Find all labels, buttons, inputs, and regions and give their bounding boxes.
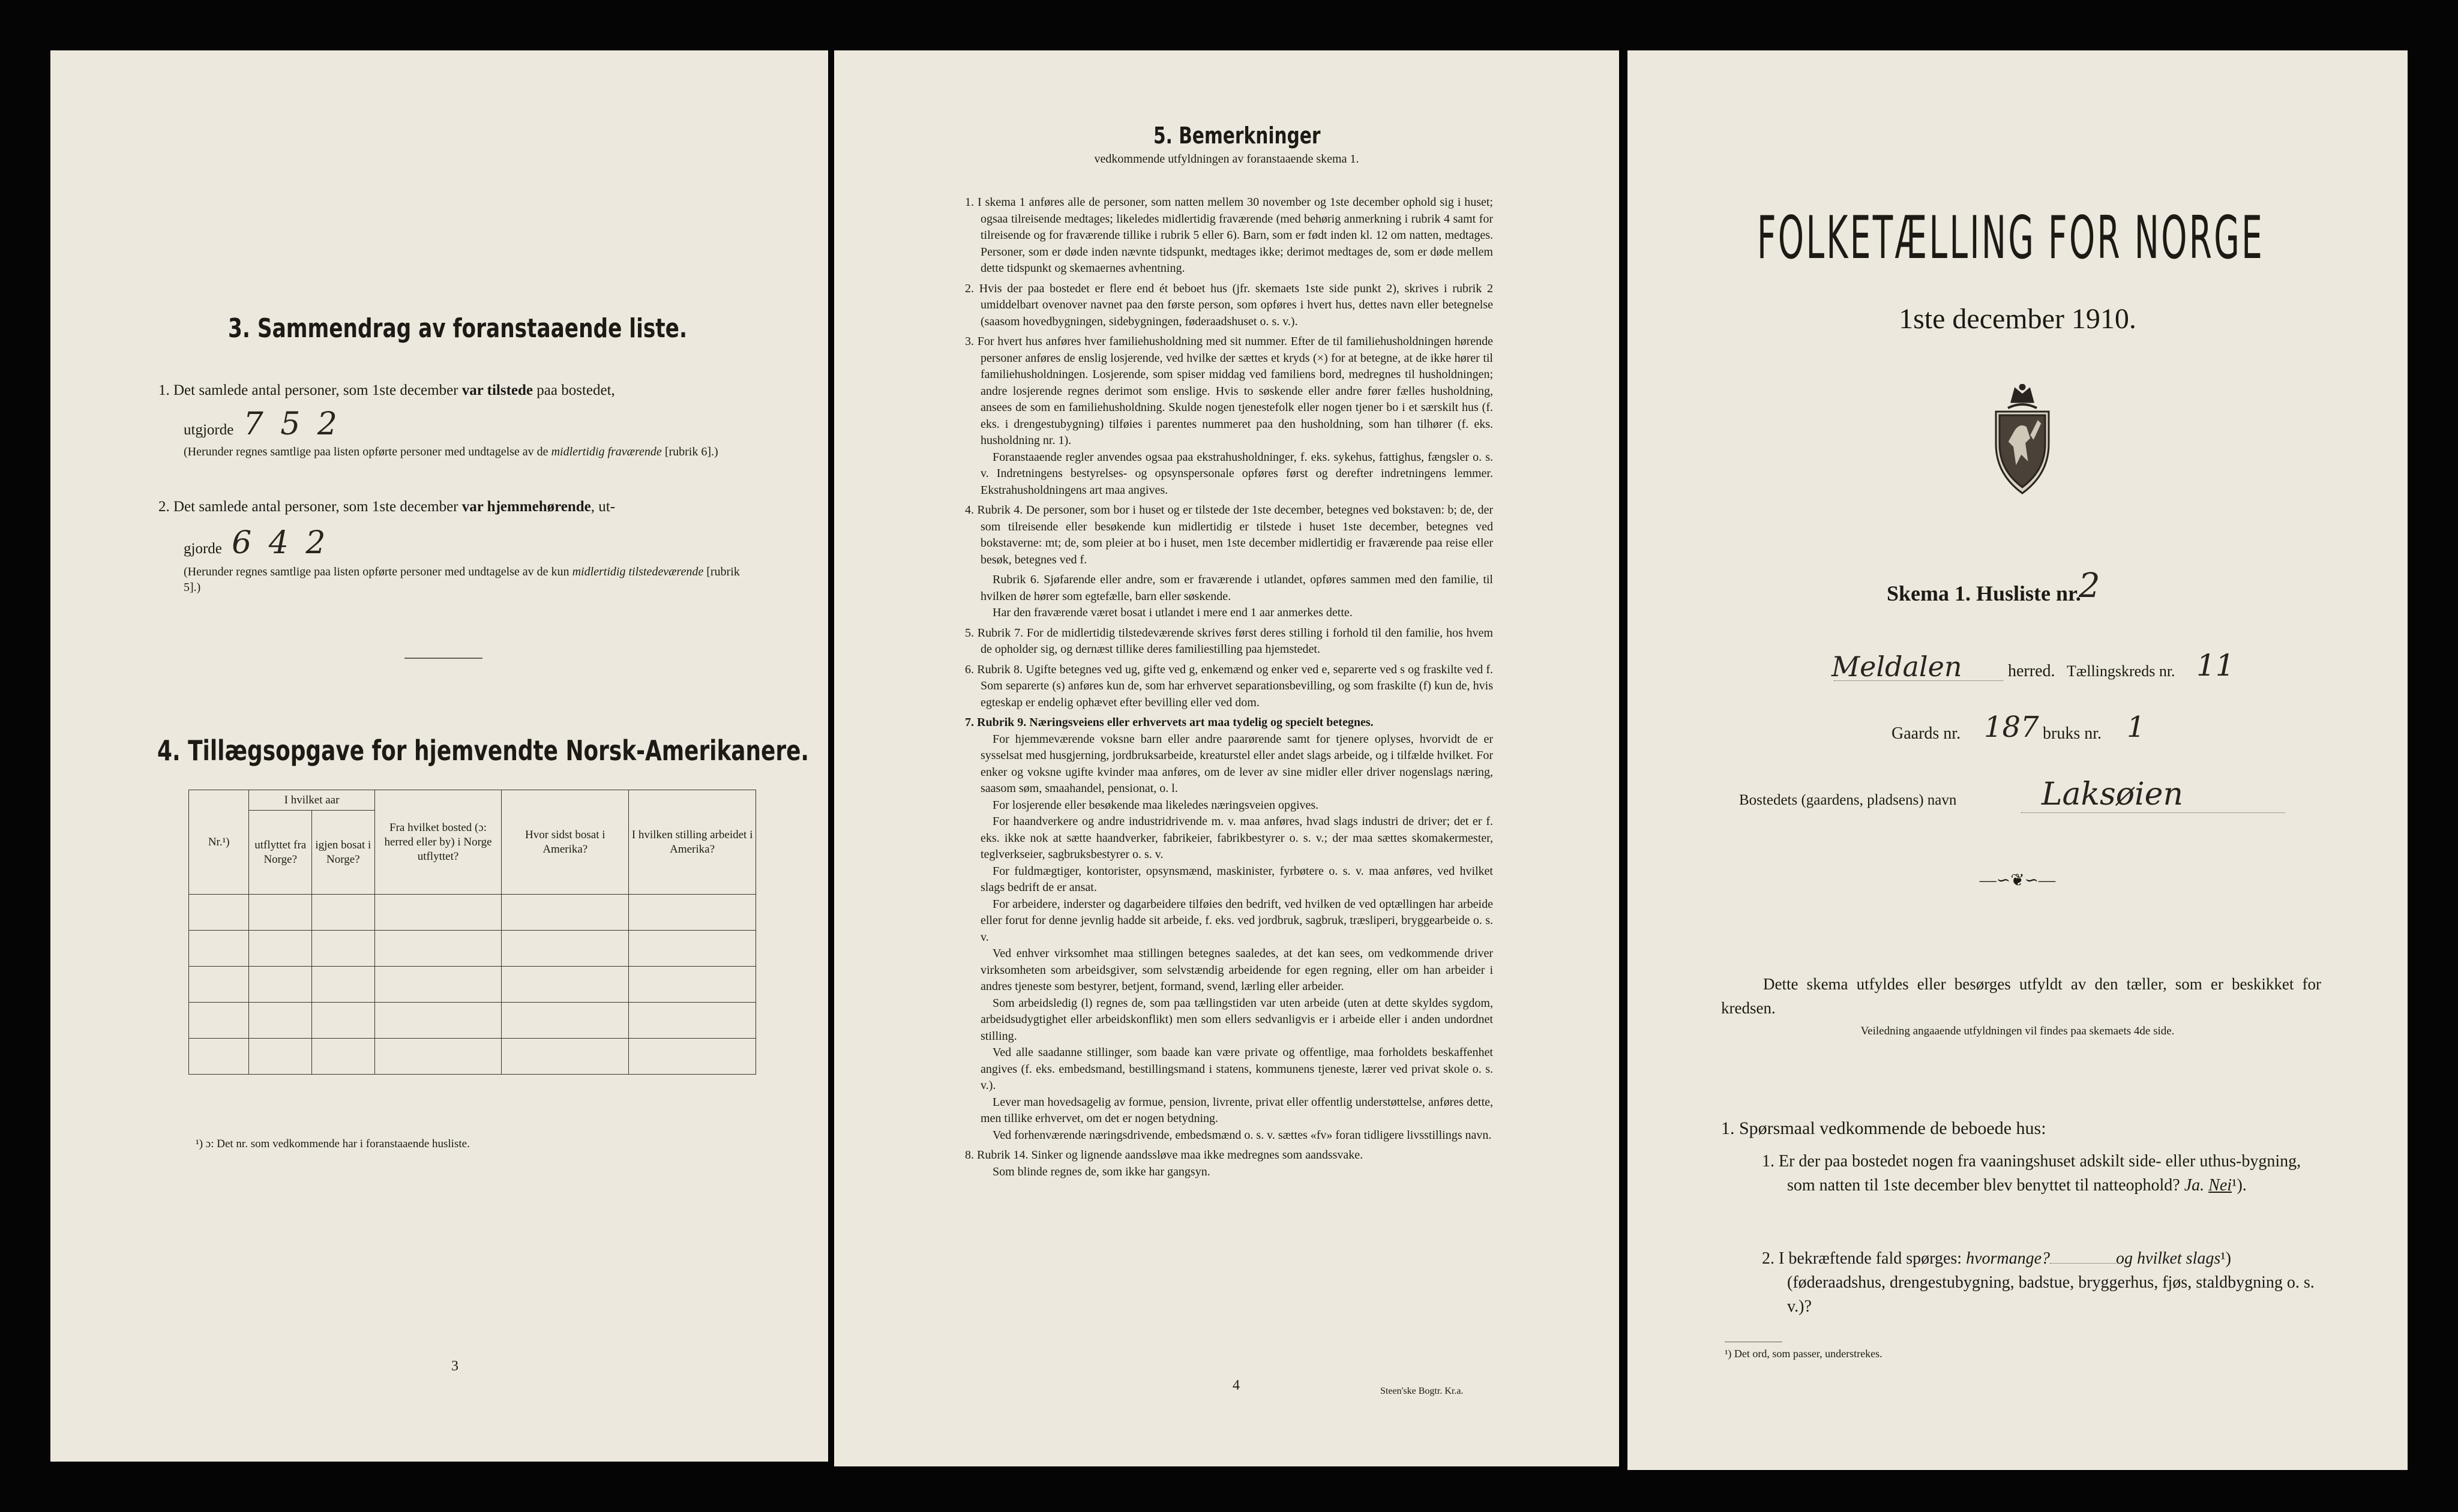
note-6: 6. Rubrik 8. Ugifte betegnes ved ug, gifte ved g, enkemænd og enker ved e, separerte ved s og fraskilte ved f. Som separerte (s) anføres kun de, som har erhvervet separationsbevilling, og som fraskilte (f) kun de, hvis egteskap er endelig ophævet efter bevilling eller ved dom. (965, 662, 1493, 709)
note-8: 8. Rubrik 14. Sinker og lignende aandssløve maa ikke medregnes som aandssvake. (965, 1148, 1363, 1162)
note-1: 1. I skema 1 anføres alle de personer, som natten mellem 30 november og 1ste december ophold sig i huset; ogsaa tilreisende medtages; likeledes midlertidig fraværende (med behørig anmerkning i rubrik 4 samt for tilreisende og for fraværende tillike i rubrik 5 eller 6). Barn, som er født inden kl. 12 om natten, medtages. Personer, som er døde inden nævnte tidspunkt, medtages ikke; derimot medtages de, som er døde mellem dette tidspunkt og skemaernes avhentning. (965, 196, 1493, 275)
page-right (1627, 50, 2408, 1470)
s3-item-1-value: utgjorde 7 5 2 (184, 406, 341, 442)
note-7j: Ved forhenværende næringsdrivende, embedsmænd o. s. v. sættes «fv» foran tidligere livsstillings navn. (993, 1128, 1492, 1142)
bruks-label: bruks nr. (2043, 724, 2102, 743)
table-row (189, 895, 756, 931)
page-middle (834, 50, 1619, 1466)
printer-mark: Steen'ske Bogtr. Kr.a. (1380, 1386, 1464, 1396)
kreds-value: 11 (2196, 648, 2235, 683)
col-nr-header: Nr.¹) (189, 790, 249, 895)
table-row (189, 1003, 756, 1039)
page-number: 3 (451, 1358, 458, 1374)
bosted-value: Laksøien (2042, 776, 2183, 812)
bosted-line (2021, 812, 2285, 813)
bosted-label: Bostedets (gaardens, pladsens) navn (1739, 792, 1957, 808)
col-from-header: Fra hvilket bosted (ɔ: herred eller by) i Norge utflyttet? (374, 790, 502, 895)
note-4b: Rubrik 6. Sjøfarende eller andre, som er fraværende i utlandet, opføres sammen med den familie, til hvilken de hører som egtefælle, barn eller søskende. (981, 573, 1493, 603)
question-2: 2. I bekræftende fald spørges: hvormange? og hvilket slags¹) (føderaadshus, drengestubygning, badstue, bryggerhus, fjøs, staldbygning o. s. v.)? (1762, 1249, 2315, 1316)
norsk-amerikanere-table (188, 790, 756, 1075)
skema-label: Skema 1. Husliste nr. (1887, 581, 2081, 605)
document-title: FOLKETÆLLING FOR NORGE (1757, 204, 2265, 272)
footnote: ¹) ɔ: Det nr. som vedkommende har i foranstaaende husliste. (196, 1138, 470, 1150)
coat-of-arms-icon (1988, 384, 2057, 497)
section-3-title: 3. Sammendrag av foranstaaende liste. (228, 313, 687, 344)
guidance-note: Veiledning angaaende utfyldningen vil findes paa skemaets 4de side. (1860, 1025, 2175, 1037)
husliste-number: 2 (2079, 566, 2100, 605)
tæller-instruction: Dette skema utfyldes eller besørges utfyldt av den tæller, som er beskikket for kredsen. (1721, 975, 2321, 1017)
gaards-label: Gaards nr. (1892, 724, 1961, 743)
note-2: 2. Hvis der paa bostedet er flere end ét beboet hus (jfr. skemaets 1ste side punkt 2), skrives i rubrik 2 umiddelbart ovenover navnet paa den første person, som opføres i hvert hus, dettes navn eller betegnelse (saasom hovedbygningen, sidebygningen, føderaadshuset o. s. v.). (965, 281, 1493, 328)
note-3: 3. For hvert hus anføres hver familiehusholdning med sit nummer. Efter de til familiehusholdningen hørende personer anføres de enslig losjerende, ved hvilke der sættes et kryds (×) for at betegne, at de ikke hører til familiehusholdningen. Losjerende, som spiser middag ved familiens bord, medregnes til husholdningen; andre losjerende regnes derimot som enslige. Hvis to søskende eller andre fører fælles husholdning, ansees de som en familiehusholdning. Skulde nogen tjenestefolk eller nogen tjener bo i et særskilt hus (f. eks. i drengestubygning) tilføies i parentes nummeret paa den husholdning, som han tilhører (f. eks. husholdning nr. 1). (965, 335, 1493, 447)
bruks-value: 1 (2127, 710, 2145, 744)
census-date: 1ste december 1910. (1899, 303, 2136, 335)
note-7b: For losjerende eller besøkende maa likeledes næringsveien opgives. (993, 798, 1319, 812)
herred-line (1834, 680, 2003, 681)
table-row (189, 967, 756, 1003)
page-number: 4 (1233, 1378, 1240, 1393)
question-1: 1. Er der paa bostedet nogen fra vaaningshuset adskilt side- eller uthus-bygning, som natten til 1ste december blev benyttet til natteophold? Ja. Nei¹). (1762, 1152, 2301, 1195)
questions-heading: 1. Spørsmaal vedkommende de beboede hus: (1721, 1118, 2046, 1138)
divider (404, 658, 482, 659)
col-occupation-header: I hvilken stilling arbeidet i Amerika? (629, 790, 756, 895)
note-7i: Lever man hovedsagelig av formue, pension, livrente, privat eller offentlig understøttelse, anføres dette, men tillike erhvervet, om det er nogen betydning. (981, 1095, 1493, 1125)
s3-item-2: 2. Det samlede antal personer, som 1ste december var hjemmehørende, ut- (158, 499, 616, 515)
note-8b: Som blinde regnes de, som ikke har gangsyn. (993, 1165, 1210, 1178)
ornament: —∽❦∽— (1979, 871, 2056, 890)
instructions (965, 194, 1493, 1180)
s3-item-1-note: (Herunder regnes samtlige paa listen opførte personer med undtagelse av de midlertidig fraværende [rubrik 6].) (184, 445, 718, 458)
col-emigrated-header: utflyttet fra Norge? (249, 811, 312, 895)
kreds-label: Tællingskreds nr. (2067, 662, 2175, 680)
note-7e: For arbeidere, inderster og dagarbeidere tilføies den bedrift, ved hvilken de ved optællingen har arbeide eller forut for denne jevnlig hadde sit arbeide, f. eks. ved jordbruk, sagbruk, træsliperi, bryggearbeide o. s. v. (981, 897, 1493, 944)
s3-item-1: 1. Det samlede antal personer, som 1ste december var tilstede paa bostedet, (158, 382, 615, 398)
note-7c: For haandverkere og andre industridrivende m. v. maa anføres, hvad slags industri de driver; det er f. eks. ikke nok at sætte haandverker, fabrikeier, fabrikbestyrer o. s. v.; der maa sættes skomakermester, teglverkseier, sagbruksbestyrer o. s. v. (981, 815, 1493, 861)
table-row (189, 931, 756, 967)
note-7a: For hjemmeværende voksne barn eller andre paarørende samt for tjenere oplyses, hvorvidt de er sysselsat med husgjerning, jordbruksarbeide, kreaturstel eller andet slags arbeide, og i tilfælde hvilket. For enker og voksne ugifte kvinder maa anføres, om de lever av sine midler eller driver nogenslags næring, saasom søm, smaahandel, pensionat, o. l. (981, 732, 1493, 795)
section-5-subtitle: vedkommende utfyldningen av foranstaaende skema 1. (1094, 152, 1359, 166)
handwritten-resident-count: 6 4 2 (232, 525, 329, 561)
note-3b: Foranstaaende regler anvendes ogsaa paa ekstrahusholdninger, f. eks. sykehus, fattighus, fængsler o. s. v. Indretningens bestyrelses- og opsynspersonale opføres først og derefter indretningens lemmer. Ekstrahusholdningens art maa angives. (981, 450, 1493, 497)
footnote: ¹) Det ord, som passer, understrekes. (1725, 1348, 1883, 1360)
s3-item-2-note: (Herunder regnes samtlige paa listen opførte personer med undtagelse av de kun midlertidig tilstedeværende [rubrik 5].) (184, 565, 740, 594)
col-returned-header: igjen bosat i Norge? (312, 811, 375, 895)
page-left (50, 50, 828, 1462)
table-row (189, 1039, 756, 1075)
col-year-header: I hvilket aar (249, 790, 374, 811)
s3-item-2-value: gjorde 6 4 2 (184, 525, 329, 561)
herred-value: Meldalen (1831, 650, 1962, 683)
note-4: 4. Rubrik 4. De personer, som bor i huset og er tilstede der 1ste december, betegnes ved bokstaven: b; de, der som tilreisende eller besøkende kun midlertidig er tilstede i huset 1ste december, betegnes ved bokstaverne: mt; de, som pleier at bo i huset, men 1ste december midlertidig er fraværende paa reise eller besøk, betegnes ved f. (965, 503, 1493, 566)
note-4c: Har den fraværende været bosat i utlandet i mere end 1 aar anmerkes dette. (993, 606, 1353, 619)
section-5-title: 5. Bemerkninger (1153, 122, 1321, 149)
note-5: 5. Rubrik 7. For de midlertidig tilstedeværende skrives først deres stilling i forhold til den familie, hos hvem de opholder sig, og dernæst tillike deres familiestilling paa hjemstedet. (965, 626, 1493, 656)
handwritten-present-count: 7 5 2 (243, 406, 341, 442)
gaards-value: 187 (1984, 710, 2039, 744)
note-7h: Ved alle saadanne stillinger, som baade kan være private og offentlige, maa forholdets beskaffenhet angives (f. eks. embedsmand, bestillingsmand i statens, kommunens tjeneste, lærer ved privat skole o. s. v.). (981, 1046, 1493, 1092)
note-7g: Som arbeidsledig (l) regnes de, som paa tællingstiden var uten arbeide (uten at dette skyldes sygdom, arbeidsudygtighet eller arbeidskonflikt) men som ellers sedvanligvis er i arbeide eller i anden undordnet stilling. (981, 996, 1493, 1043)
section-4-title: 4. Tillægsopgave for hjemvendte Norsk-Amerikanere. (157, 734, 810, 767)
col-last-home-header: Hvor sidst bosat i Amerika? (502, 790, 629, 895)
note-7: 7. Rubrik 9. Næringsveiens eller erhvervets art maa tydelig og specielt betegnes. (965, 716, 1374, 729)
herred-label: herred. (2008, 662, 2055, 680)
note-7d: For fuldmægtiger, kontorister, opsynsmænd, maskinister, fyrbøtere o. s. v. maa anføres, ved hvilket slags bedrift de er ansat. (981, 864, 1493, 894)
note-7f: Ved enhver virksomhet maa stillingen betegnes saaledes, at det kan sees, om vedkommende driver virksomheten som arbeidsgiver, som selvstændig arbeidende for egen regning, eller om han arbeider i andres tjeneste som bestyrer, betjent, formand, svend, lærling eller arbeider. (981, 947, 1493, 993)
